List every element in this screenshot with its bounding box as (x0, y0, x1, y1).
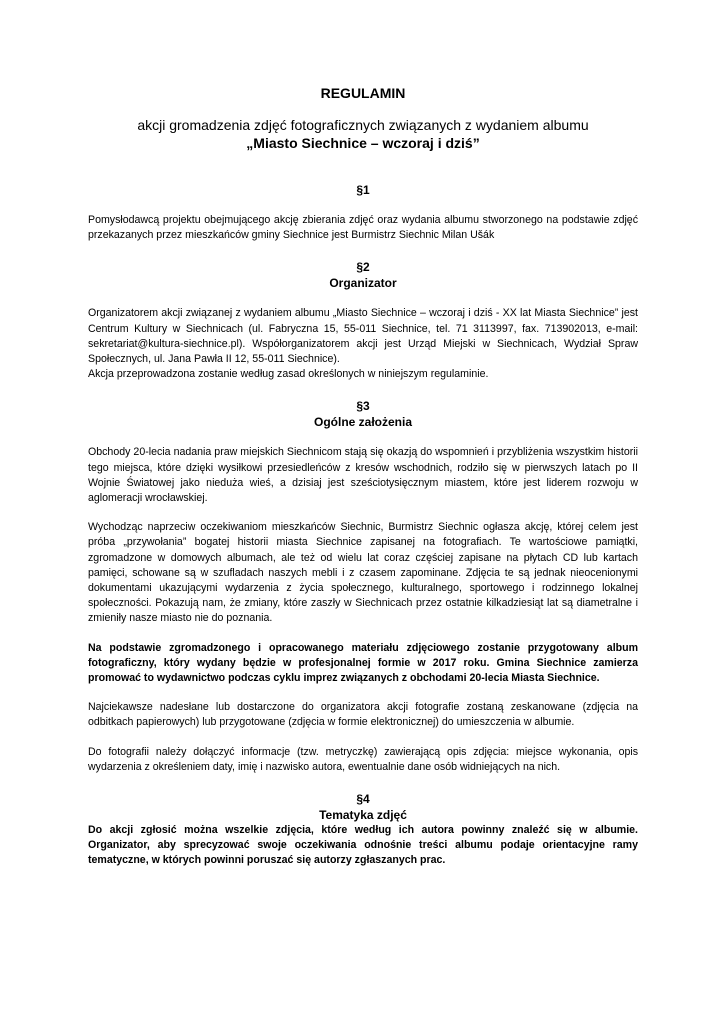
section-3-paragraph-5: Do fotografii należy dołączyć informacje (tzw. metryczkę) zawierającą opis zdjęcia: miejsce wykonania, opis wydarzenia z określeniem daty, imię i nazwisko autora, ewentualnie dane osób widniejących na nich. (88, 745, 638, 773)
section-3-paragraph-1: Obchody 20-lecia nadania praw miejskich Siechnicom stają się okazją do wspomnień i przybliżenia wszystkim historii tego miejsca, które dzięki wysiłkowi przesiedleńców z kresów wschodnich, rodziło się w pierwszych latach po II Wojnie Światowej jako nieduża wieś, a dzisiaj jest sześciotysięcznym miastem, które jest liderem rozwoju w aglomeracji wrocławskiej. (88, 446, 638, 505)
album-title: „Miasto Siechnice – wczoraj i dziś” (246, 135, 480, 151)
section-3-heading: Ogólne założenia (313, 415, 412, 430)
section-4-heading: Tematyka zdjęć (319, 808, 407, 823)
section-3-number: §3 (356, 399, 370, 414)
document-subtitle: akcji gromadzenia zdjęć fotograficznych związanych z wydaniem albumu (137, 117, 589, 133)
section-3-paragraph-3: Na podstawie zgromadzonego i opracowanego materiału zdjęciowego zostanie przygotowany album fotograficzny, który wydany będzie w profesjonalnej formie w 2017 roku. Gmina Siechnice zamierza promować to wydawnictwo podczas cyklu imprez związanych z obchodami 20-lecia Miasta Siechnice. (88, 641, 638, 685)
section-4-number: §4 (356, 792, 370, 807)
section-2-number: §2 (356, 260, 370, 275)
section-3-paragraph-2: Wychodząc naprzeciw oczekiwaniom mieszkańców Siechnic, Burmistrz Siechnic ogłasza akcję, której celem jest próba „przywołania” bogatej historii miasta Siechnice zapisanej na fotografiach. Te wartościowe pamiątki, zgromadzone w domowych albumach, ale też od wielu lat coraz częściej zapisane na płytach CD lub kartach pamięci, schowane są w szufladach naszych mebli i z czasem zapominane. Zdjęcia te są jednak nieocenionymi dokumentami ukazującymi wydarzenia z życia społecznego, kulturalnego, sportowego i rodzinnego lokalnej społeczności. Pokazują nam, że zmiany, które zaszły w Siechnicach przez ostatnie kilkadziesiąt lat są diametralne i zmieniły nasze miasto nie do poznania. (88, 521, 638, 625)
section-3-paragraph-4: Najciekawsze nadesłane lub dostarczone do organizatora akcji fotografie zostaną zeskanowane (zdjęcia na odbitkach papierowych) lub przygotowane (zdjęcia w formie elektronicznej) do umieszczenia w albumie. (88, 701, 638, 729)
section-4-paragraph-1: Do akcji zgłosić można wszelkie zdjęcia, które według ich autora powinny znaleźć się w albumie. Organizator, aby sprecyzować swoje oczekiwania odnośnie treści albumu podaje orientacyjne ramy tematyczne, w których powinni poruszać się autorzy zgłaszanych prac. (88, 824, 638, 867)
document-title: REGULAMIN (320, 85, 406, 101)
section-1-paragraph-1: Pomysłodawcą projektu obejmującego akcję zbierania zdjęć oraz wydania albumu stworzonego na podstawie zdjęć przekazanych przez mieszkańców gminy Siechnice jest Burmistrz Siechnic Milan Ušák (88, 214, 638, 242)
section-2-heading: Organizator (329, 276, 397, 291)
section-2-paragraph-1: Organizatorem akcji związanej z wydaniem albumu „Miasto Siechnice – wczoraj i dziś - XX lat Miasta Siechnice” jest Centrum Kultury w Siechnicach (ul. Fabryczna 15, 55-011 Siechnice, tel. 71 3113997, fax. 713902013, e-mail: sekretariat@kultura-siechnice.pl). Współorganizatorem akcji jest Urząd Miejski w Siechnicach, Wydział Spraw Społecznych, ul. Jana Pawła II 12, 55-011 Siechnice). (88, 307, 638, 366)
document-body (88, 84, 638, 869)
section-1-number: §1 (356, 183, 370, 197)
section-2-paragraph-2: Akcja przeprowadzona zostanie według zasad określonych w niniejszym regulaminie. (88, 368, 489, 381)
